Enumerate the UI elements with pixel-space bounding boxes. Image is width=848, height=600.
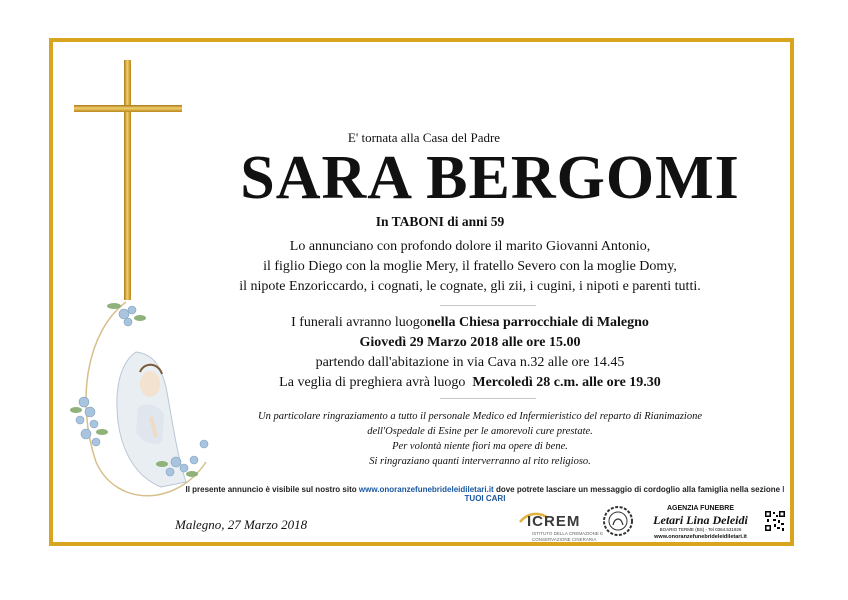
agency-website: www.onoranzefunebrideleidiletari.it: [654, 534, 747, 540]
thanks-line: dell'Ospedale di Esine per le amorevoli cure prestate.: [367, 426, 593, 437]
vigil-line: [200, 373, 740, 393]
funeral-line-1: [200, 313, 740, 333]
funeral-info: [200, 313, 740, 393]
funeral-date: Giovedì 29 Marzo 2018 alle ore 15.00: [359, 335, 581, 350]
announcement: [200, 237, 740, 297]
icrem-subtitle: ISTITUTO DELLA CREMAZIONE E CONSERVAZIONE CINERARIA: [532, 531, 604, 542]
announcement-line: il figlio Diego con la moglie Mery, il fratello Severo con la moglie Domy,: [263, 259, 677, 274]
notice-middle: dove potrete lasciare un messaggio di cordoglio alla famiglia nella sezione: [495, 485, 781, 494]
divider: [440, 305, 536, 306]
qr-code-icon: [764, 510, 786, 532]
thanks-block: [200, 409, 760, 469]
website-link[interactable]: www.onoranzefunebrideleidiletari.it: [358, 485, 494, 494]
funeral-departure: partendo dall'abitazione in via Cava n.32 alle ore 14.45: [315, 355, 625, 370]
thanks-line: Si ringraziano quanti interverranno al rito religioso.: [369, 456, 591, 467]
place-date: Malegno, 27 Marzo 2018: [175, 517, 308, 532]
intro-text: E' tornata alla Casa del Padre: [347, 130, 501, 145]
agency-address: BOARIO TERME (BS) - Tel 0364.531926: [659, 527, 742, 532]
thanks-line: Un particolare ringraziamento a tutto il personale Medico ed Infermieristico del reparto di Rianimazione: [258, 411, 702, 422]
agency-title: AGENZIA FUNEBRE: [666, 505, 735, 512]
funeral-prefix: I funerali avranno luogo: [291, 315, 427, 330]
icrem-name: ICREM: [527, 513, 581, 530]
divider: [440, 398, 536, 399]
vigil-prefix: La veglia di preghiera avrà luogo: [279, 375, 466, 390]
vigil-time: Mercoledì 28 c.m. alle ore 19.30: [472, 375, 661, 390]
funeral-place: nella Chiesa parrocchiale di Malegno: [426, 315, 649, 330]
thanks-line: Per volontà niente fiori ma opere di bene.: [392, 441, 568, 452]
agency-seal-icon: [602, 505, 634, 537]
maiden-name-age: In TABONI di anni 59: [375, 214, 505, 229]
section-link[interactable]: I TUOI CARI: [464, 485, 785, 503]
announcement-line: Lo annunciano con profondo dolore il marito Giovanni Antonio,: [289, 239, 651, 254]
website-notice: [185, 485, 785, 503]
cross-icon: [124, 60, 131, 300]
madonna-illustration: [66, 292, 218, 514]
announcement-line: il nipote Enzoriccardo, i cognati, le cognate, gli zii, i cugini, i nipoti e parenti tutti.: [239, 279, 701, 294]
deceased-name: SARA BERGOMI: [240, 144, 740, 212]
cross-icon-bar: [74, 105, 182, 112]
notice-prefix: Il presente annuncio è visibile sul nostro sito: [185, 485, 357, 494]
agency-name: Letari Lina Deleidi: [653, 513, 748, 527]
